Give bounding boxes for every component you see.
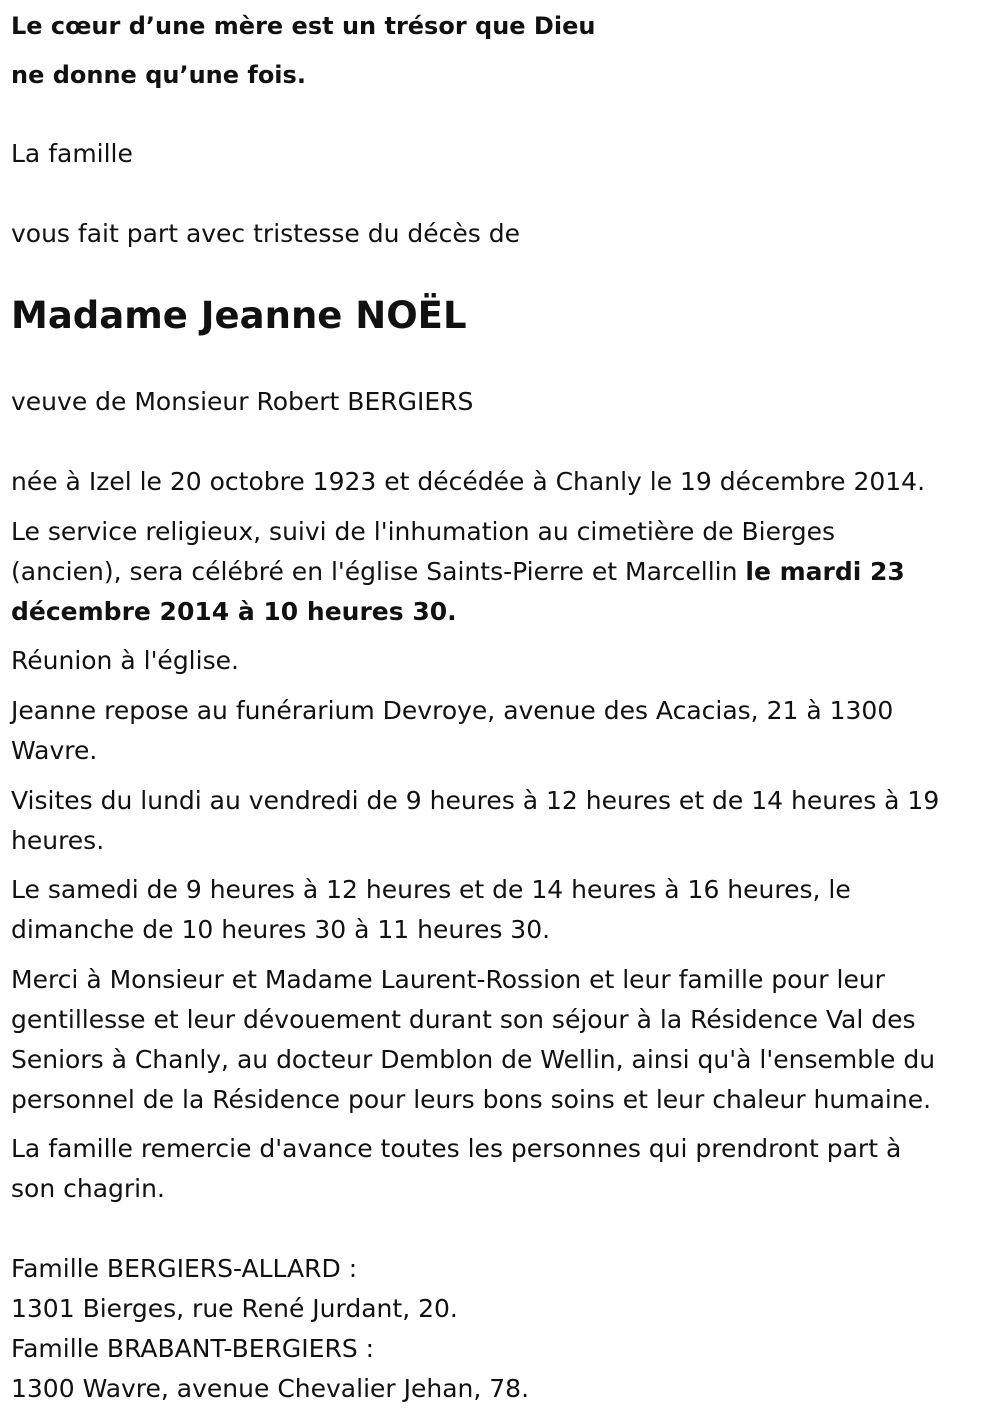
service-date-part-1: le mardi 23 <box>745 557 905 586</box>
meeting-place: Réunion à l'église. <box>11 646 239 675</box>
funerarium-line-1: Jeanne repose au funérarium Devroye, avenue des Acacias, 21 à 1300 <box>11 696 894 725</box>
thanks-line-2: gentillesse et leur dévouement durant son séjour à la Résidence Val des <box>11 1005 916 1034</box>
visits-weekday-line-1: Visites du lundi au vendredi de 9 heures à 12 heures et de 14 heures à 19 <box>11 786 940 815</box>
visits-weekend-line-2: dimanche de 10 heures 30 à 11 heures 30. <box>11 915 551 944</box>
birth-death: née à Izel le 20 octobre 1923 et décédée à Chanly le 19 décembre 2014. <box>11 467 926 496</box>
thanks-line-3: Seniors à Chanly, au docteur Demblon de Wellin, ainsi qu'à l'ensemble du <box>11 1045 936 1074</box>
service-date-part-2: décembre 2014 à 10 heures 30. <box>11 597 457 626</box>
thanks-line-4: personnel de la Résidence pour leurs bons soins et leur chaleur humaine. <box>11 1085 932 1114</box>
deceased-name: Madame Jeanne NOËL <box>11 294 467 337</box>
epigraph-line-1: Le cœur d’une mère est un trésor que Dieu <box>11 12 596 40</box>
closing-line-2: son chagrin. <box>11 1174 165 1203</box>
family-1-address: 1301 Bierges, rue René Jurdant, 20. <box>11 1294 458 1323</box>
family-1-name: Famille BERGIERS-ALLARD : <box>11 1254 358 1283</box>
closing-line-1: La famille remercie d'avance toutes les personnes qui prendront part à <box>11 1134 902 1163</box>
visits-weekend-line-1: Le samedi de 9 heures à 12 heures et de 14 heures à 16 heures, le <box>11 875 851 904</box>
funerarium-line-2: Wavre. <box>11 736 98 765</box>
intro-family: La famille <box>11 139 133 168</box>
thanks-line-1: Merci à Monsieur et Madame Laurent-Rossion et leur famille pour leur <box>11 965 885 994</box>
service-line-2-text: (ancien), sera célébré en l'église Saints-Pierre et Marcellin <box>11 557 746 586</box>
intro-announcement: vous fait part avec tristesse du décès de <box>11 219 520 248</box>
family-2-address: 1300 Wavre, avenue Chevalier Jehan, 78. <box>11 1374 530 1403</box>
visits-weekday-line-2: heures. <box>11 826 105 855</box>
family-2-name: Famille BRABANT-BERGIERS : <box>11 1334 375 1363</box>
service-line-1: Le service religieux, suivi de l'inhumation au cimetière de Bierges <box>11 517 836 546</box>
service-line-2 <box>11 552 905 592</box>
epigraph-line-2: ne donne qu’une fois. <box>11 61 306 89</box>
widow-of: veuve de Monsieur Robert BERGIERS <box>11 387 474 416</box>
